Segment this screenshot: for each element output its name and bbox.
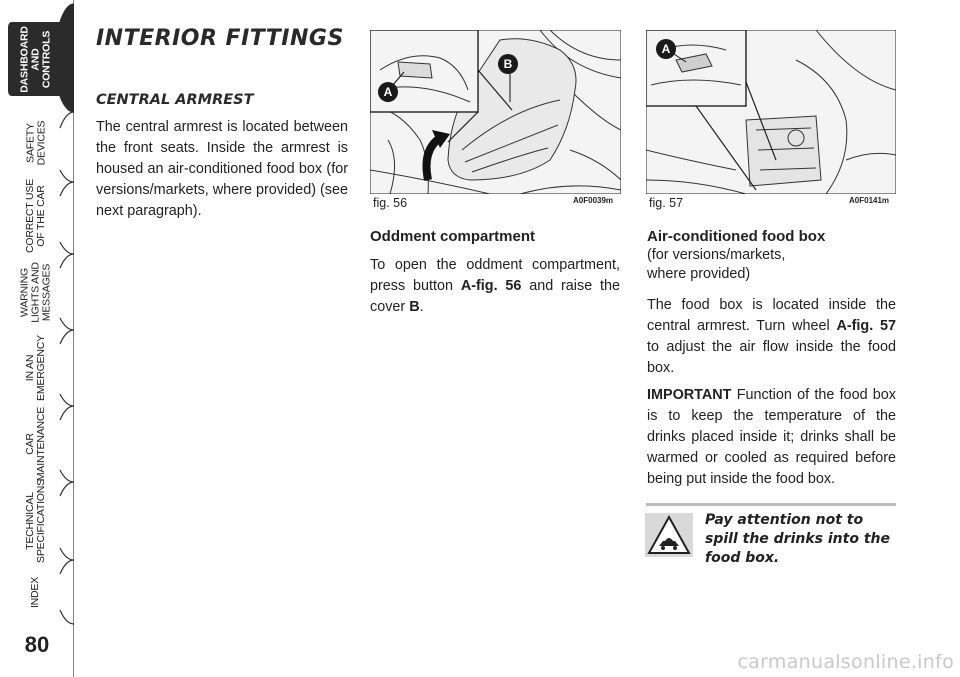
tab-warning-lights-and-messages[interactable]: WARNING LIGHTS AND MESSAGES [18, 261, 53, 323]
armrest-illustration [370, 30, 621, 194]
tab-index[interactable]: INDEX [29, 576, 42, 608]
figure-56-code: A0F0039m [573, 196, 614, 205]
ref-a-fig56: A-fig. 56 [460, 278, 522, 294]
armrest-heading: CENTRAL ARMREST [96, 92, 254, 108]
tab-dashboard-and-controls[interactable]: DASHBOARD AND CONTROLS [18, 25, 53, 93]
warning-divider [646, 503, 896, 506]
armrest-body: The central armrest is located between the front seats. Inside the armrest is housed an air-conditioned food box (for versions/markets, where provided) (see next paragraph). [96, 119, 348, 219]
ref-a-fig57: A-fig. 57 [836, 318, 896, 334]
important-label: IMPORTANT [647, 387, 732, 403]
figure-57-caption: fig. 57 [649, 196, 684, 210]
tab-safety-devices[interactable]: SAFETY DEVICES [23, 120, 47, 166]
food-box-paragraph: The food box is located inside the central armrest. Turn wheel A-fig. 57 to adjust the air flow inside the food box. [647, 297, 896, 376]
page-number: 80 [24, 632, 50, 657]
warning-text: Pay attention not to spill the drinks into the food box. [705, 512, 890, 566]
tab-technical-specifications[interactable]: TECHNICAL SPECIFICATIONS [24, 479, 47, 563]
figure-57 [646, 30, 896, 194]
oddment-heading: Oddment compartment [370, 228, 536, 245]
food-box-illustration [646, 30, 896, 194]
figure-56 [370, 30, 621, 194]
watermark: carmanualsonline.info [737, 651, 954, 673]
callout-a-fig57: A [656, 39, 676, 59]
figure-57-code: A0F0141m [849, 196, 890, 205]
oddment-body: To open the oddment compartment, press button A-fig. 56 and raise the cover B. [370, 257, 620, 315]
tab-correct-use-of-the-car[interactable]: CORRECT USE OF THE CAR [24, 178, 48, 254]
callout-a-fig56: A [378, 82, 398, 102]
chapter-sidebar [0, 0, 74, 677]
figure-56-caption: fig. 56 [373, 196, 408, 210]
important-paragraph: IMPORTANT Function of the food box is to keep the temperature of the drinks placed inside it; drinks shall be warmed or cooled as required before being put inside the food box. [647, 387, 896, 487]
tab-in-an-emergency[interactable]: IN AN EMERGENCY [24, 335, 48, 401]
page-title: INTERIOR FITTINGS [96, 26, 344, 51]
food-box-subheading: (for versions/markets, where provided) [647, 247, 786, 282]
tab-car-maintenance[interactable]: CAR MAINTENANCE [24, 406, 48, 482]
ref-b: B [409, 299, 420, 315]
callout-b-fig56: B [498, 54, 518, 74]
food-box-heading: Air-conditioned food box [647, 228, 826, 245]
warning-triangle-icon [645, 513, 693, 557]
food-box-body [647, 295, 896, 490]
